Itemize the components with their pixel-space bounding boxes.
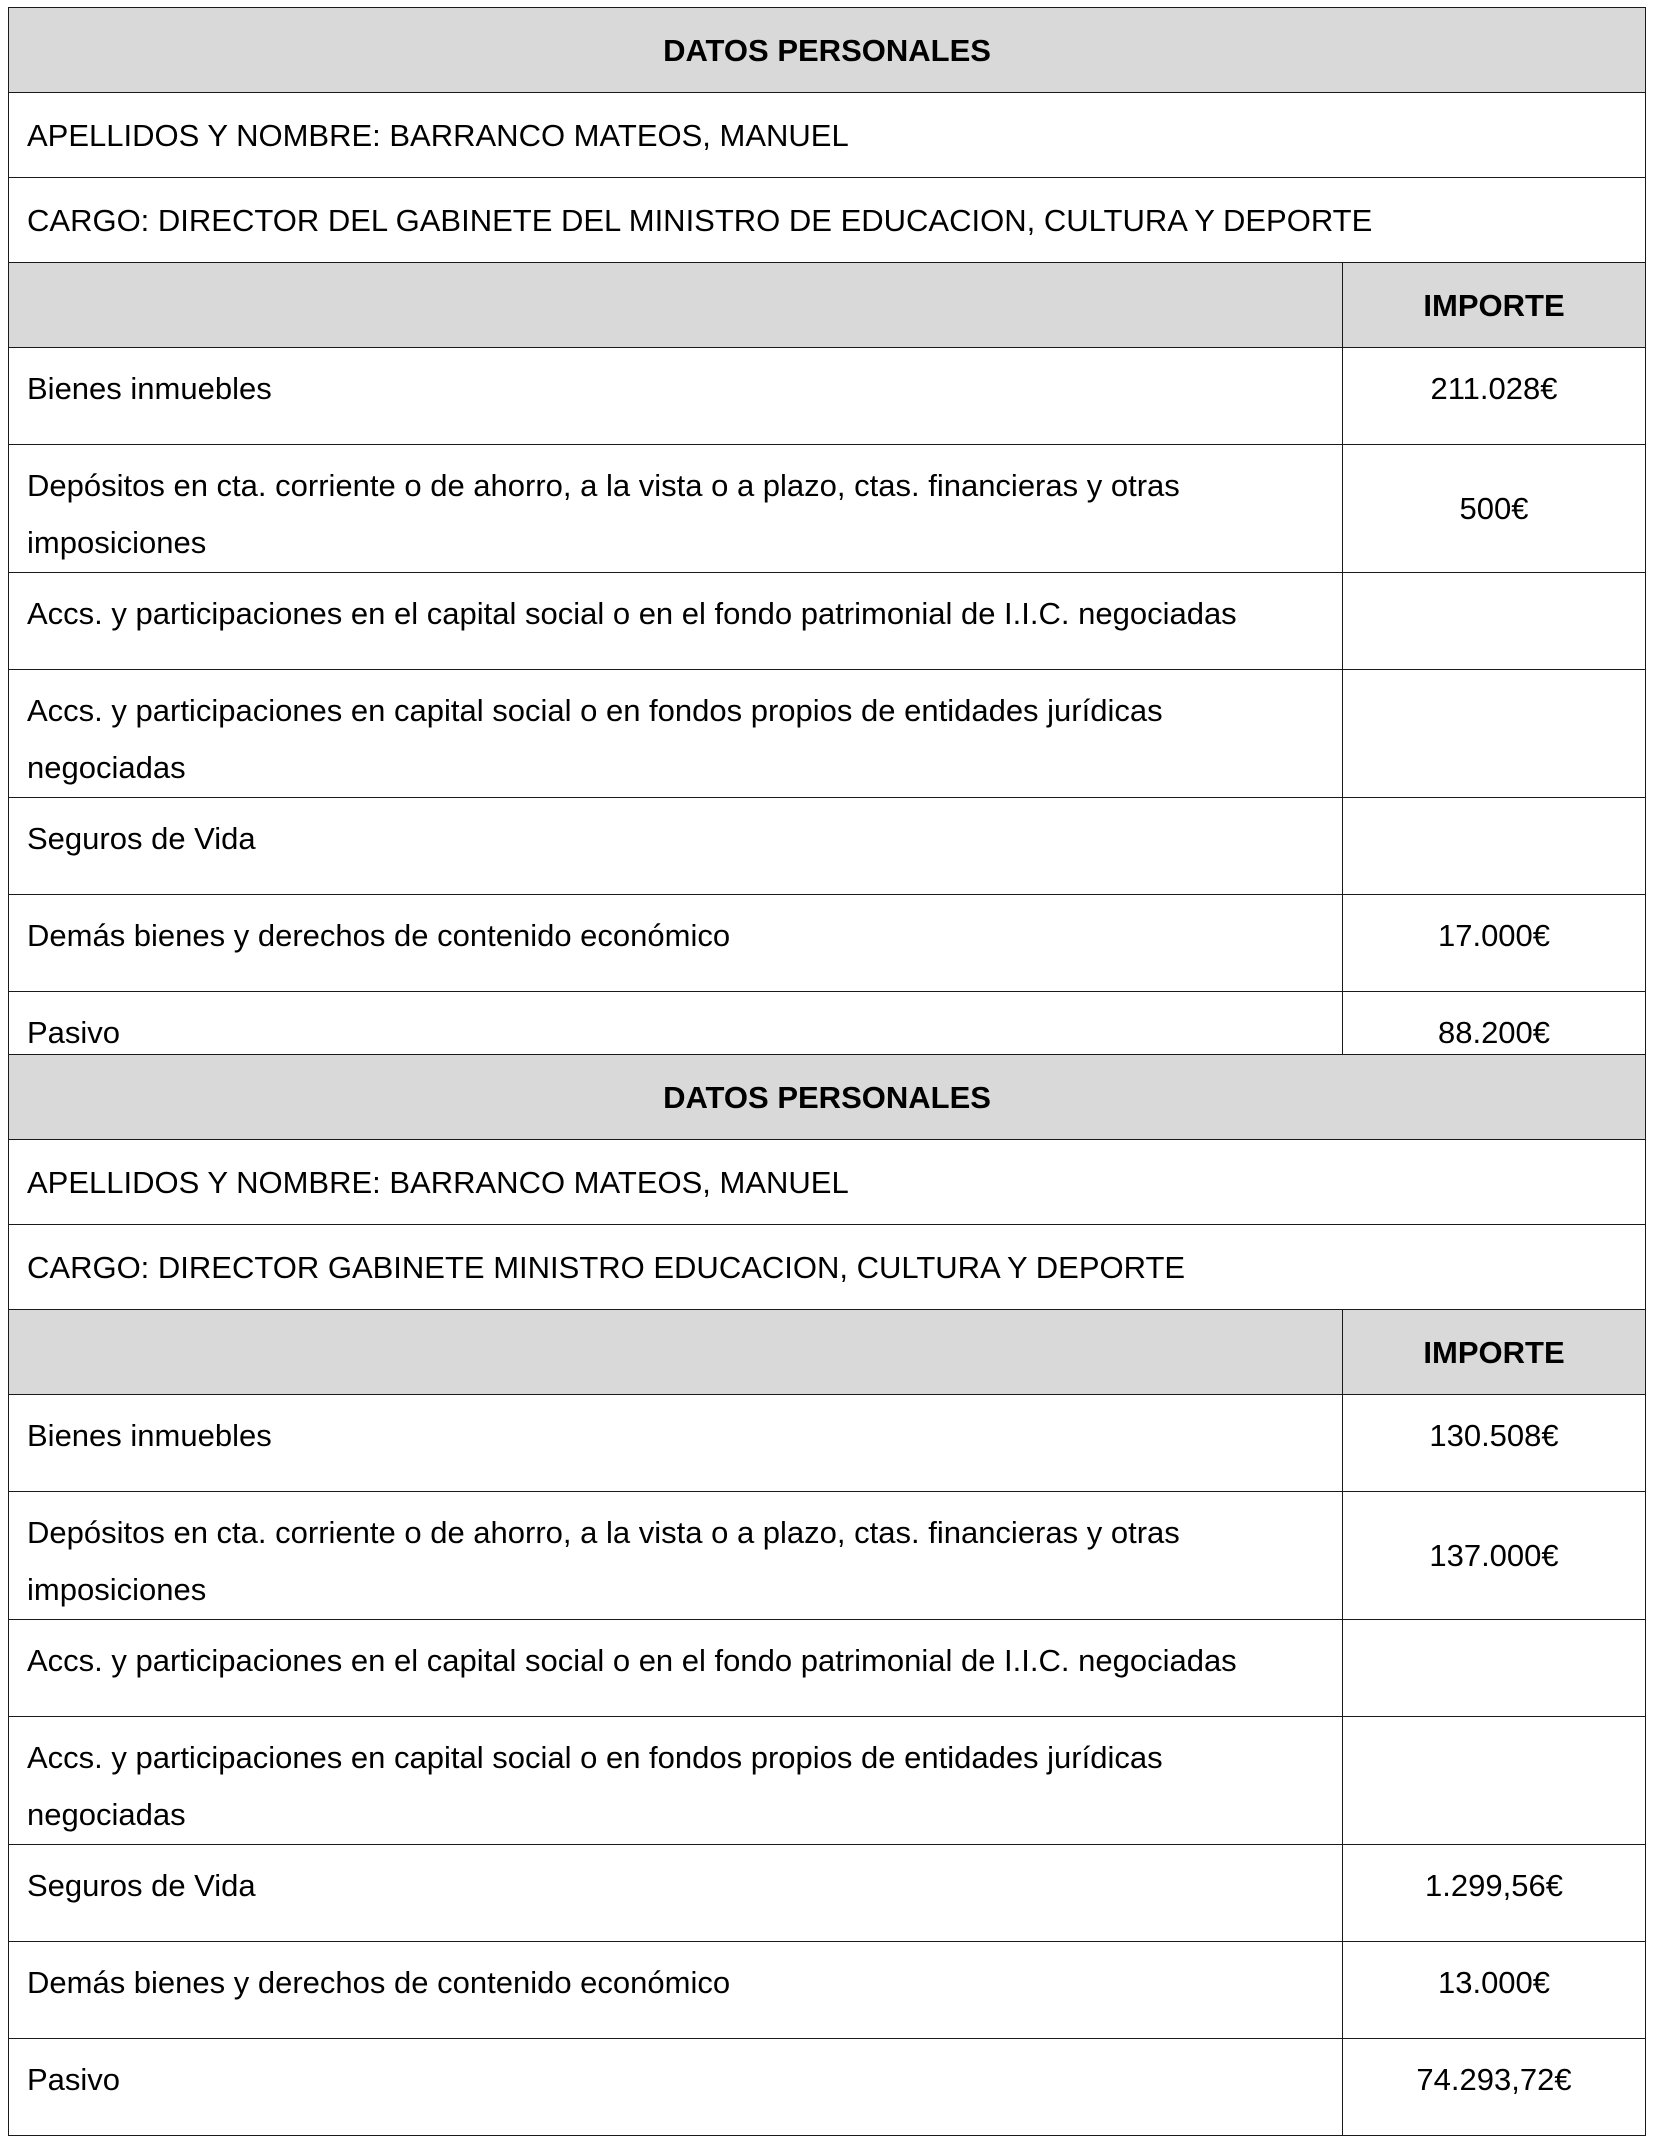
row-label: Pasivo (9, 2039, 1343, 2136)
table-row (9, 445, 1646, 573)
row-value: 211.028€ (1343, 348, 1646, 445)
row-label: Seguros de Vida (9, 1845, 1343, 1942)
row-value: 88.200€ (1343, 992, 1646, 1089)
row-value: 17.000€ (1343, 895, 1646, 992)
row-value: 500€ (1343, 445, 1646, 573)
name-line: APELLIDOS Y NOMBRE: BARRANCO MATEOS, MANUEL (9, 93, 1646, 178)
importe-header: IMPORTE (1343, 263, 1646, 348)
table-row (9, 348, 1646, 445)
table-row (9, 1492, 1646, 1620)
row-value (1343, 1620, 1646, 1717)
table-row (9, 2039, 1646, 2136)
row-label: Accs. y participaciones en capital social o en fondos propios de entidades jurídicas negociadas (9, 1717, 1343, 1845)
section-title: DATOS PERSONALES (9, 1055, 1646, 1140)
table-row (9, 1717, 1646, 1845)
row-label: Accs. y participaciones en capital social o en fondos propios de entidades jurídicas negociadas (9, 670, 1343, 798)
row-value (1343, 670, 1646, 798)
row-value: 74.293,72€ (1343, 2039, 1646, 2136)
row-value (1343, 798, 1646, 895)
name-line: APELLIDOS Y NOMBRE: BARRANCO MATEOS, MANUEL (9, 1140, 1646, 1225)
declaration-table-2 (8, 1054, 1646, 2136)
row-label: Seguros de Vida (9, 798, 1343, 895)
declaration-table-1 (8, 7, 1646, 1089)
table-row (9, 573, 1646, 670)
table-row (9, 798, 1646, 895)
table-row (9, 1620, 1646, 1717)
header-blank-cell (9, 263, 1343, 348)
row-label: Pasivo (9, 992, 1343, 1089)
row-label: Accs. y participaciones en el capital social o en el fondo patrimonial de I.I.C. negociadas (9, 573, 1343, 670)
table-row (9, 1395, 1646, 1492)
table-row (9, 1845, 1646, 1942)
table-row (9, 670, 1646, 798)
row-label: Bienes inmuebles (9, 348, 1343, 445)
row-value (1343, 573, 1646, 670)
row-label: Demás bienes y derechos de contenido económico (9, 895, 1343, 992)
cargo-line: CARGO: DIRECTOR GABINETE MINISTRO EDUCACION, CULTURA Y DEPORTE (9, 1225, 1646, 1310)
table-row (9, 1942, 1646, 2039)
row-label: Depósitos en cta. corriente o de ahorro, a la vista o a plazo, ctas. financieras y otras imposiciones (9, 445, 1343, 573)
row-label: Demás bienes y derechos de contenido económico (9, 1942, 1343, 2039)
row-value (1343, 1717, 1646, 1845)
importe-header: IMPORTE (1343, 1310, 1646, 1395)
table-row (9, 895, 1646, 992)
row-value: 130.508€ (1343, 1395, 1646, 1492)
section-title: DATOS PERSONALES (9, 8, 1646, 93)
row-value: 1.299,56€ (1343, 1845, 1646, 1942)
cargo-line: CARGO: DIRECTOR DEL GABINETE DEL MINISTRO DE EDUCACION, CULTURA Y DEPORTE (9, 178, 1646, 263)
row-label: Bienes inmuebles (9, 1395, 1343, 1492)
row-value: 137.000€ (1343, 1492, 1646, 1620)
header-blank-cell (9, 1310, 1343, 1395)
row-value: 13.000€ (1343, 1942, 1646, 2039)
row-label: Depósitos en cta. corriente o de ahorro, a la vista o a plazo, ctas. financieras y otras imposiciones (9, 1492, 1343, 1620)
row-label: Accs. y participaciones en el capital social o en el fondo patrimonial de I.I.C. negociadas (9, 1620, 1343, 1717)
